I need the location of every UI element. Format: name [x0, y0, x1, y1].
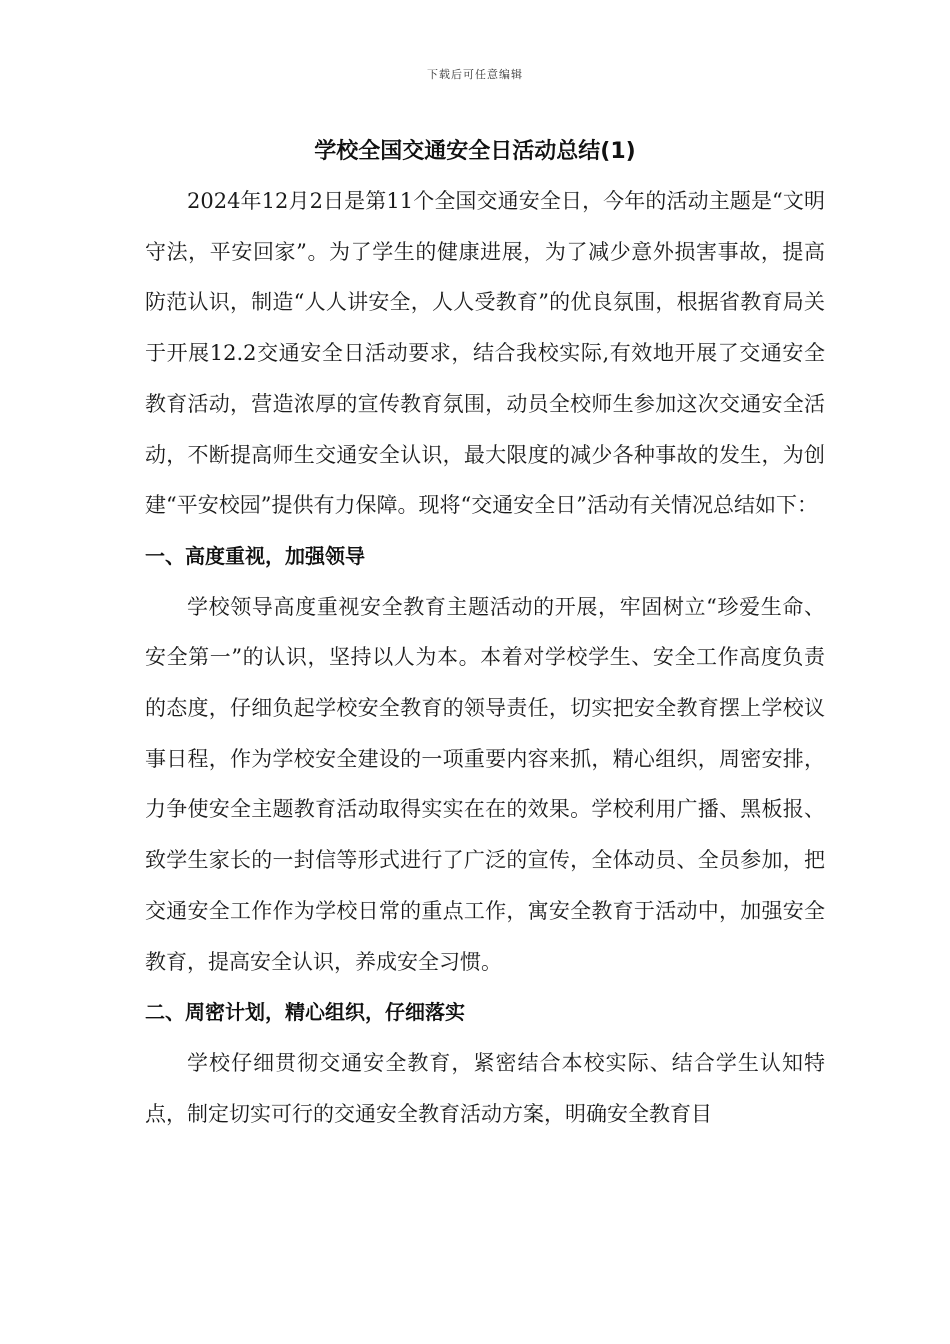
document-body — [145, 176, 825, 1139]
section-2-paragraph: 学校仔细贯彻交通安全教育，紧密结合本校实际、结合学生认知特点，制定切实可行的交通安全教育活动方案，明确安全教育目 — [145, 1050, 825, 1126]
intro-paragraph: 2024年12月2日是第11个全国交通安全日，今年的活动主题是“文明守法，平安回家”。为了学生的健康进展，为了减少意外损害事故，提高防范认识，制造“人人讲安全，人人受教育”的优良氛围，根据省教育局关于开展12.2交通安全日活动要求，结合我校实际,有效地开展了交通安全教育活动，营造浓厚的宣传教育氛围，动员全校师生参加这次交通安全活动，不断提高师生交通安全认识，最大限度的减少各种事故的发生，为创建“平安校园”提供有力保障。现将“交通安全日”活动有关情况总结如下： — [145, 189, 825, 518]
section-heading-2: 二、周密计划，精心组织，仔细落实 — [145, 1000, 465, 1025]
section-heading-1: 一、高度重视，加强领导 — [145, 543, 365, 568]
section-1-paragraph: 学校领导高度重视安全教育主题活动的开展，牢固树立“珍爱生命、安全第一”的认识，坚持以人为本。本着对学校学生、安全工作高度负责的态度，仔细负起学校安全教育的领导责任，切实把安全教育摆上学校议事日程，作为学校安全建设的一项重要内容来抓，精心组织，周密安排，力争使安全主题教育活动取得实实在在的效果。学校利用广播、黑板报、致学生家长的一封信等形式进行了广泛的宣传，全体动员、全员参加，把交通安全工作作为学校日常的重点工作，寓安全教育于活动中，加强安全教育，提高安全认识，养成安全习惯。 — [145, 594, 825, 974]
document-title: 学校全国交通安全日活动总结(1) — [314, 139, 636, 164]
header-note: 下载后可任意编辑 — [427, 68, 523, 81]
